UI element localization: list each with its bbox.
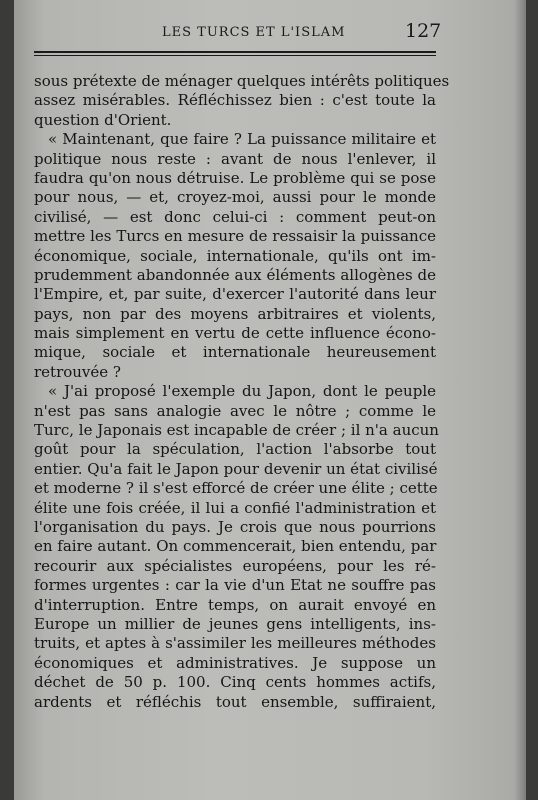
text-line: d'interruption. Entre temps, on aurait envoyé en [34, 595, 436, 614]
text-line: goût pour la spéculation, l'action l'absorbe tout [34, 440, 436, 459]
text-line: Europe un millier de jeunes gens intelligents, ins- [34, 614, 436, 633]
text-line: sous prétexte de ménager quelques intérêts politiques [34, 72, 450, 90]
text-line: entier. Qu'a fait le Japon pour devenir un état civilisé [34, 459, 438, 478]
text-line: économiques et administratives. Je suppose un [34, 653, 436, 672]
page-number: 127 [405, 20, 442, 42]
text-line: élite une fois créée, il lui a confié l'administration et [34, 498, 436, 517]
text-line: n'est pas sans analogie avec le nôtre ; comme le [34, 401, 436, 420]
text-line: politique nous reste : avant de nous l'enlever, il [34, 149, 436, 168]
text-line: formes urgentes : car la vie d'un Etat ne souffre pas [34, 576, 436, 595]
text-line: ardents et réfléchis tout ensemble, suffiraient, [34, 692, 436, 711]
book-page [14, 0, 526, 800]
running-head: LES TURCS ET L'ISLAM [162, 25, 346, 40]
text-line: « J'ai proposé l'exemple du Japon, dont le peuple [48, 382, 436, 401]
text-line: l'organisation du pays. Je crois que nous pourrions [34, 517, 436, 536]
text-line: civilisé, — est donc celui-ci : comment peut-on [34, 207, 436, 226]
text-line: faudra qu'on nous détruise. Le problème qui se pose [34, 168, 436, 187]
text-line: prudemment abandonnée aux éléments allogènes de [34, 265, 436, 284]
text-line: assez misérables. Réfléchissez bien : c'est toute la [34, 91, 436, 110]
text-line: « Maintenant, que faire ? La puissance militaire et [48, 130, 436, 149]
page-header [34, 20, 442, 48]
text-line: mettre les Turcs en mesure de ressaisir la puissance [34, 227, 436, 246]
text-line: l'Empire, et, par suite, d'exercer l'autorité dans leur [34, 285, 436, 304]
text-line: déchet de 50 p. 100. Cinq cents hommes actifs, [34, 673, 436, 692]
text-line: pour nous, — et, croyez-moi, aussi pour le monde [34, 188, 436, 207]
text-line: mique, sociale et internationale heureusement [34, 343, 436, 362]
text-line: mais simplement en vertu de cette influence écono- [34, 324, 436, 343]
text-line: pays, non par des moyens arbitraires et violents, [34, 304, 436, 323]
text-line: truits, et aptes à s'assimiler les meilleures méthodes [34, 634, 436, 653]
page-edge-shadow [514, 0, 526, 800]
header-rule-thick [34, 51, 436, 53]
header-rule-thin [34, 55, 436, 56]
text-line: retrouvée ? [34, 362, 121, 381]
body-text [34, 72, 450, 712]
text-line: question d'Orient. [34, 110, 172, 129]
text-line: et moderne ? il s'est efforcé de créer une élite ; cette [34, 479, 438, 498]
text-line: Turc, le Japonais est incapable de créer ; il n'a aucun [34, 421, 439, 440]
text-line: recourir aux spécialistes européens, pour les ré- [34, 556, 436, 575]
text-line: économique, sociale, internationale, qu'ils ont im- [34, 246, 436, 265]
text-line: en faire autant. On commencerait, bien entendu, par [34, 537, 437, 556]
